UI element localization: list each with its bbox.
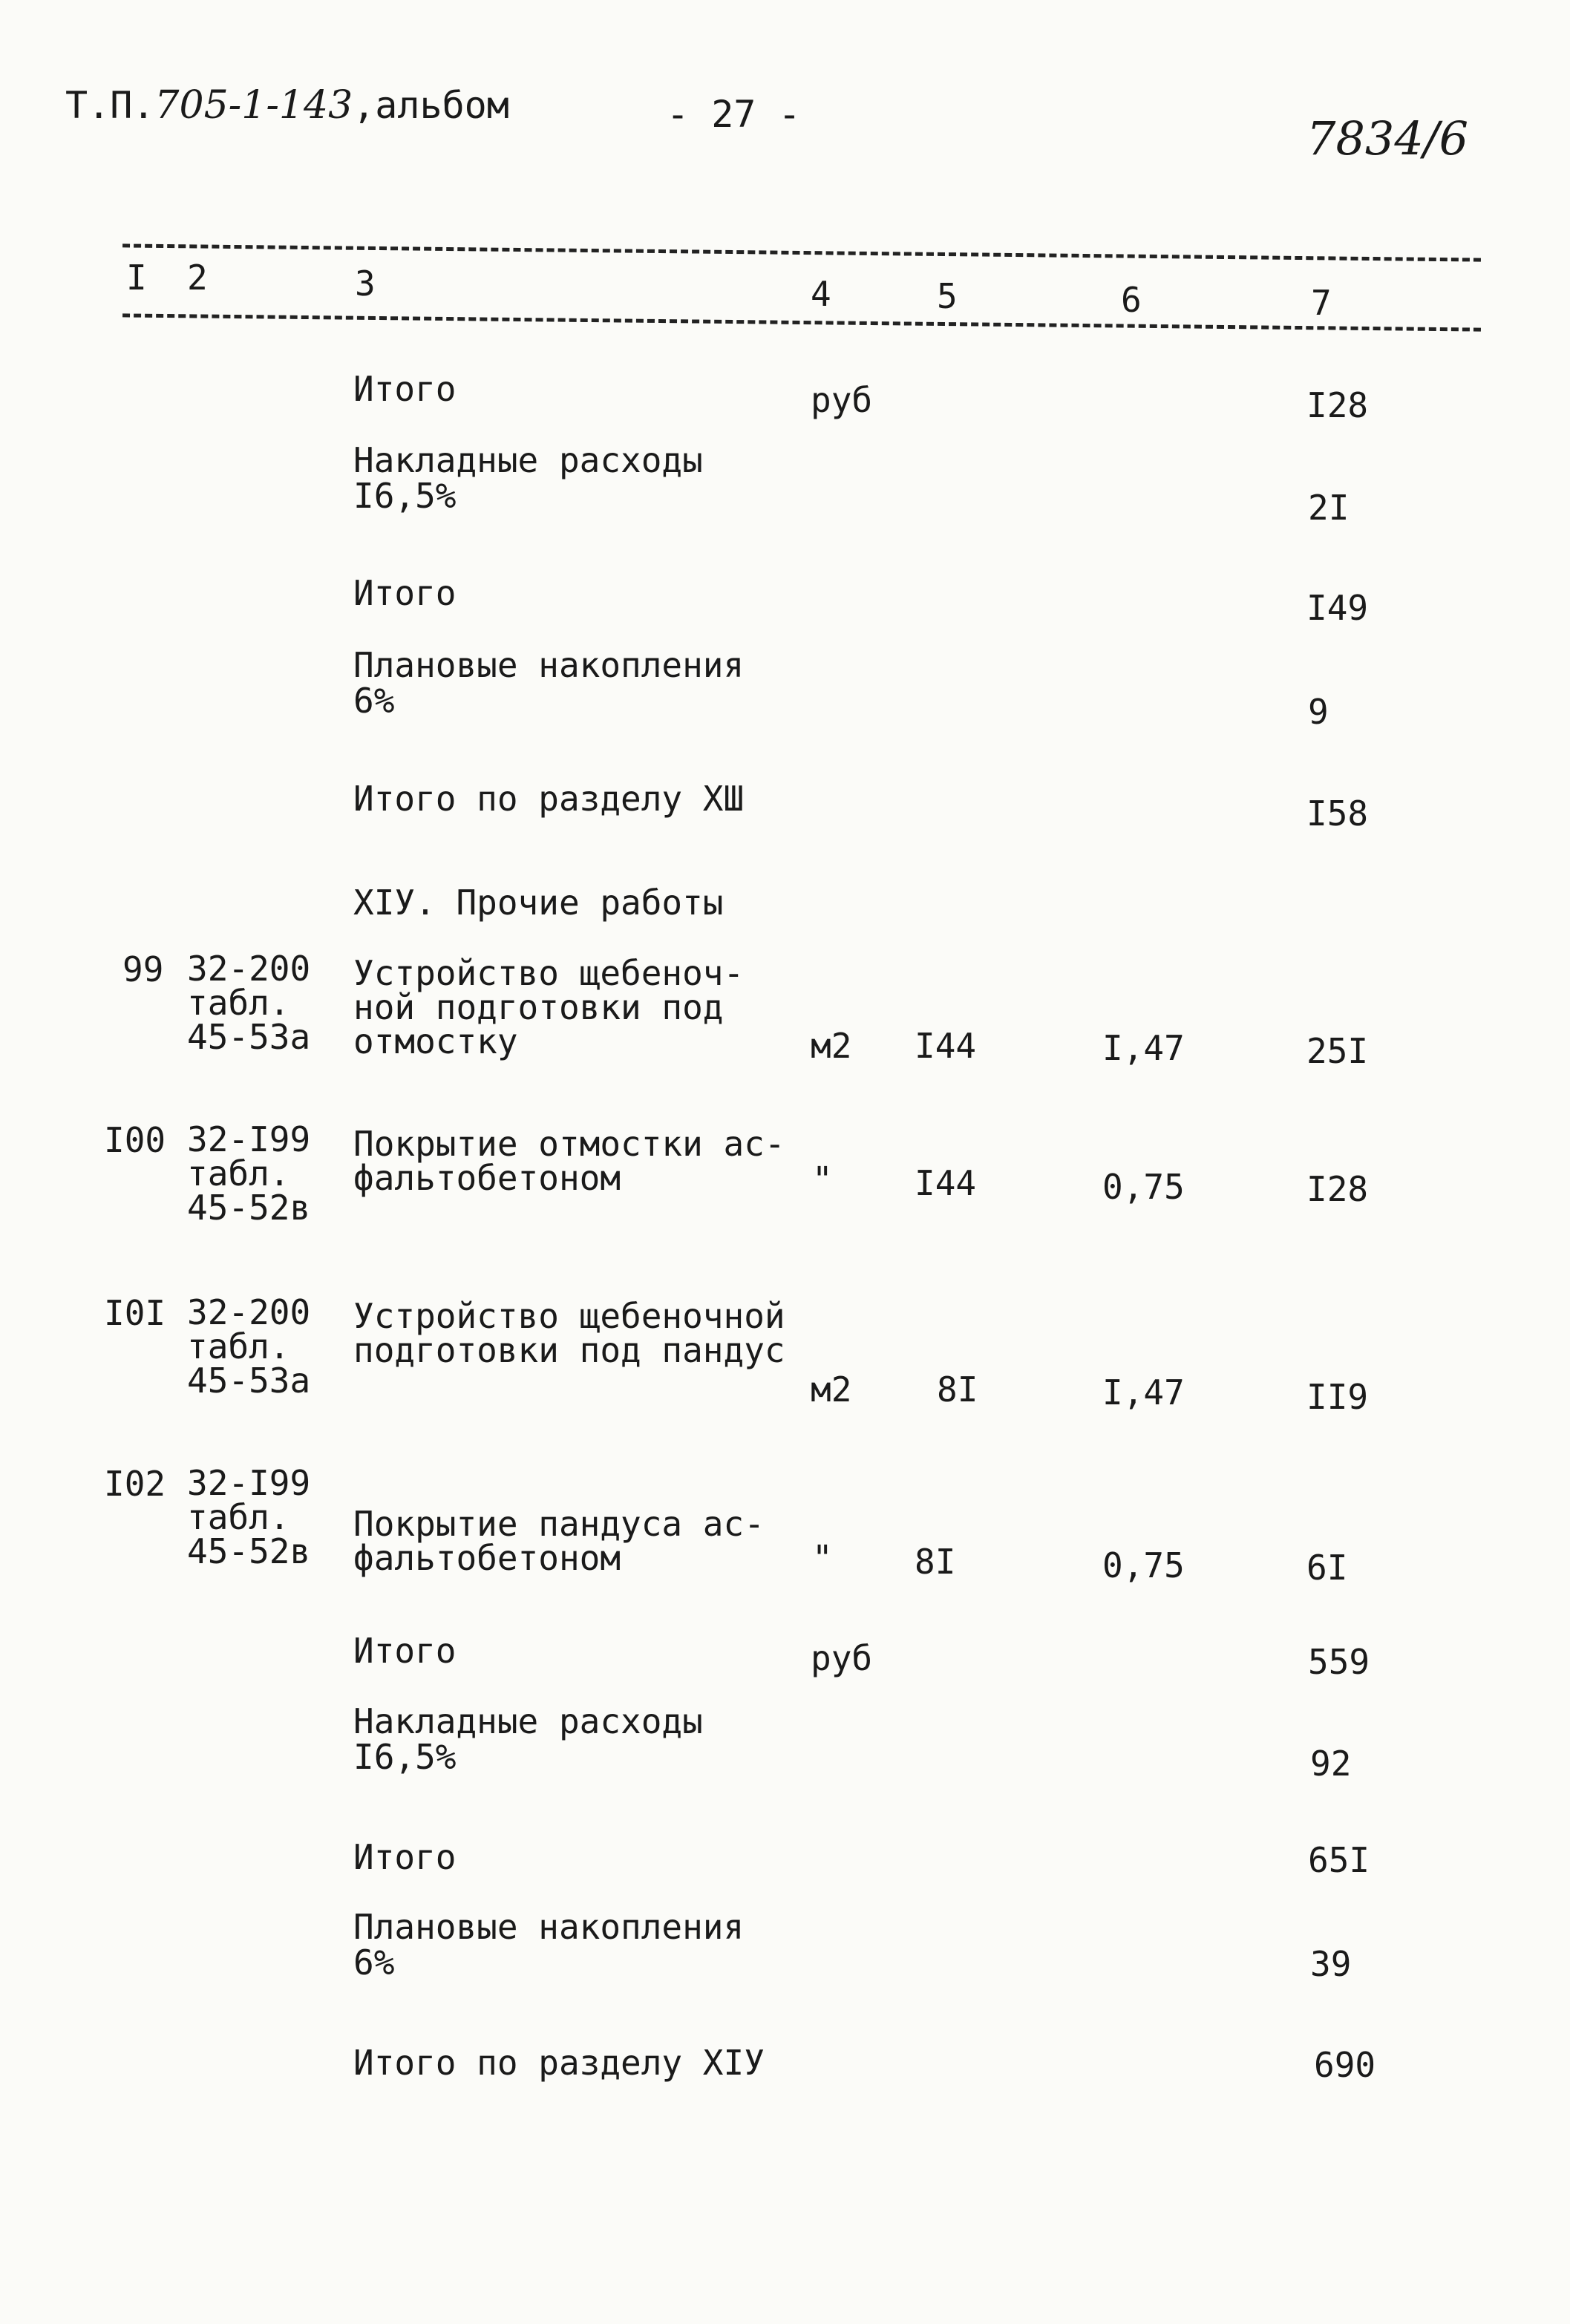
document-header [65, 83, 509, 128]
row-description: Покрытие пандуса ас- фальтобетоном [353, 1504, 765, 1578]
column-header: 5 [937, 276, 958, 316]
row-quantity: 8I [915, 1542, 956, 1582]
row-total: I28 [1306, 385, 1369, 425]
project-number: 705-1-143 [154, 83, 353, 128]
row-description: Итого [353, 1837, 457, 1877]
row-unit: " [812, 1159, 833, 1199]
row-number: I0I [104, 1293, 166, 1333]
row-unit: м2 [811, 1369, 852, 1410]
row-description: Итого по разделу XIУ [353, 2043, 765, 2083]
row-total: 690 [1314, 2045, 1376, 2085]
row-quantity: 8I [937, 1369, 978, 1410]
row-description: Устройство щебеночной подготовки под пандус [353, 1296, 785, 1370]
row-code: 32-200 табл. 45-53а [187, 1292, 311, 1401]
row-total: 6I [1306, 1548, 1348, 1588]
row-description: Итого [353, 369, 457, 409]
row-quantity: I44 [915, 1163, 977, 1203]
row-code: 32-200 табл. 45-53а [187, 949, 311, 1057]
row-total: 92 [1310, 1744, 1352, 1784]
row-total: 559 [1308, 1642, 1370, 1682]
row-total: II9 [1306, 1377, 1369, 1417]
row-unit-price: I,47 [1102, 1372, 1185, 1413]
row-code: 32-I99 табл. 45-52в [187, 1463, 311, 1571]
row-number: I00 [104, 1120, 166, 1160]
header-top-rule [122, 243, 1481, 261]
row-description: Устройство щебеноч- ной подготовки под отмостку [353, 953, 745, 1061]
row-unit: " [812, 1538, 833, 1578]
row-description: Итого [353, 573, 457, 613]
row-unit-price: 0,75 [1102, 1167, 1185, 1207]
column-header: 6 [1121, 280, 1142, 320]
row-unit: руб [811, 1638, 873, 1678]
row-unit: руб [811, 380, 873, 420]
row-code: 32-I99 табл. 45-52в [187, 1119, 311, 1228]
header-suffix: ,альбом [353, 84, 509, 127]
row-total: 25I [1306, 1031, 1369, 1071]
header-bottom-rule [122, 313, 1481, 331]
column-header: I [126, 258, 147, 298]
archive-number: 7834/6 [1306, 111, 1469, 166]
row-total: I58 [1306, 793, 1369, 834]
row-description: Покрытие отмостки ас- фальтобетоном [353, 1124, 785, 1198]
row-description: Плановые накопления 6% [353, 645, 745, 721]
row-total: 9 [1308, 692, 1329, 732]
row-description: Плановые накопления 6% [353, 1907, 745, 1983]
section-title: XIУ. Прочие работы [353, 883, 724, 923]
row-total: 39 [1310, 1944, 1352, 1984]
row-description: Итого [353, 1631, 457, 1671]
page-number: - 27 - [667, 93, 801, 136]
row-total: I28 [1306, 1169, 1369, 1209]
row-quantity: I44 [915, 1026, 977, 1066]
row-unit-price: I,47 [1102, 1028, 1185, 1068]
row-description: Накладные расходы I6,5% [353, 1701, 703, 1777]
row-description: Накладные расходы I6,5% [353, 440, 703, 516]
row-total: 65I [1308, 1840, 1370, 1880]
header-prefix: Т.П. [65, 84, 155, 127]
row-total: 2I [1308, 488, 1350, 528]
row-total: I49 [1306, 588, 1369, 628]
column-header: 2 [187, 258, 208, 298]
row-unit-price: 0,75 [1102, 1545, 1185, 1585]
row-description: Итого по разделу ХШ [353, 779, 745, 819]
column-header: 7 [1311, 283, 1332, 323]
row-number: 99 [122, 949, 164, 989]
row-number: I02 [104, 1464, 166, 1504]
column-header: 3 [355, 264, 376, 304]
row-unit: м2 [811, 1026, 852, 1066]
column-header: 4 [811, 274, 831, 314]
